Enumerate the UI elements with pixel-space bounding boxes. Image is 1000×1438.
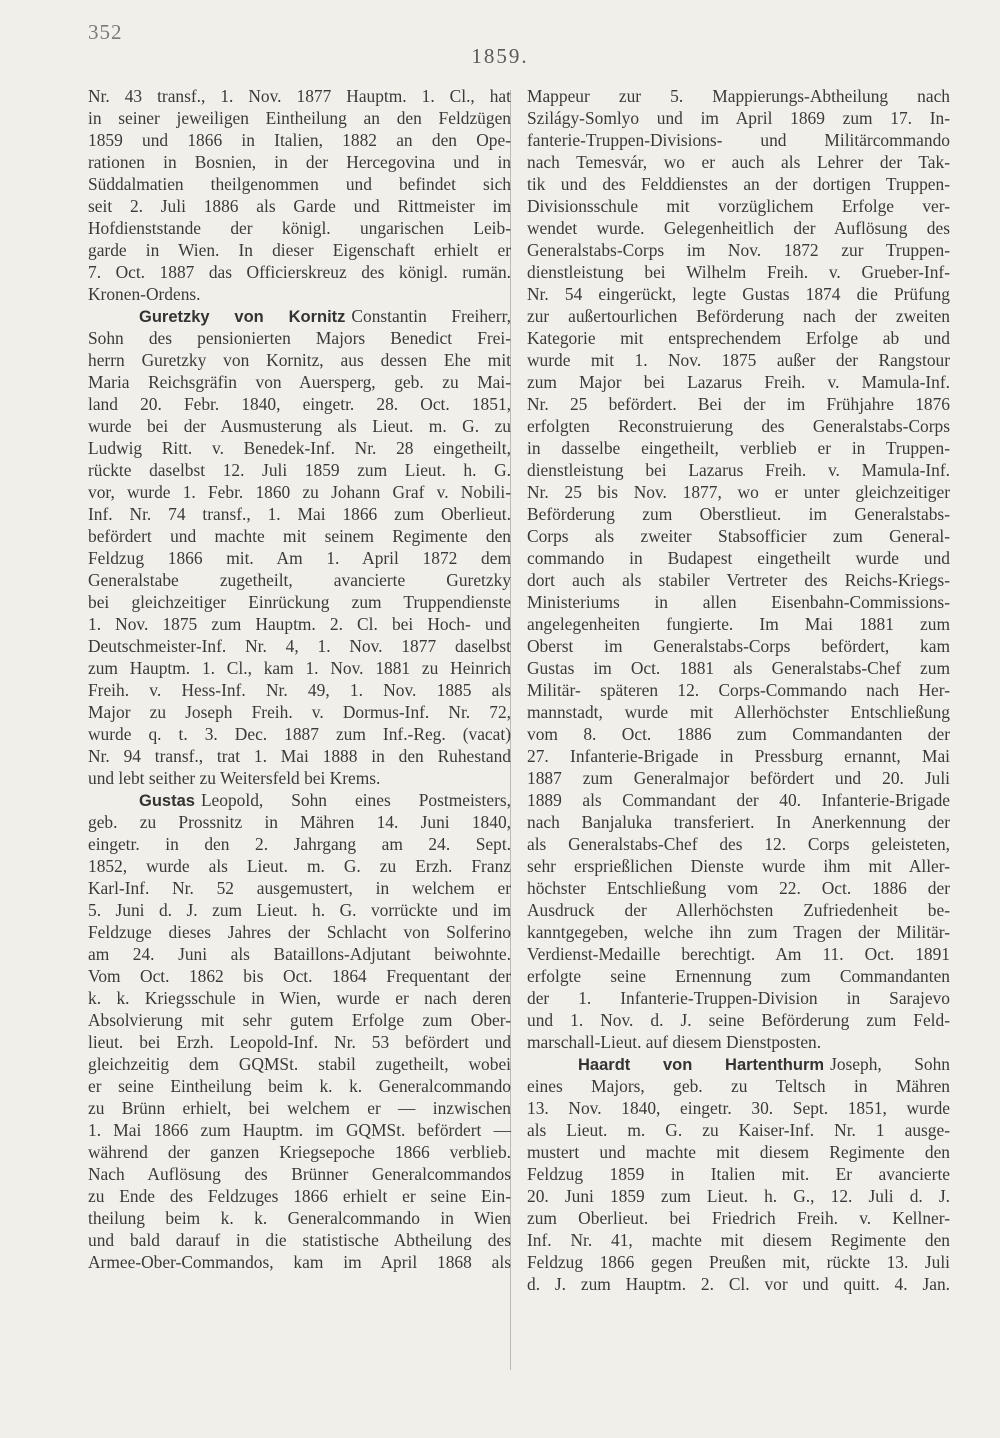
- text-line: [88, 195, 511, 217]
- line-text: Ludwig Ritt. v. Benedek-Inf. Nr. 28 eingetheilt,: [88, 438, 511, 458]
- text-line: [88, 965, 511, 987]
- text-line: [527, 657, 950, 679]
- line-text: eingetr. in den 2. Jahrgang am 24. Sept.: [88, 834, 511, 854]
- text-line: [527, 591, 950, 613]
- text-line: [88, 569, 511, 591]
- line-text: k. k. Kriegsschule in Wien, wurde er nach deren: [88, 988, 511, 1008]
- text-line: [527, 1229, 950, 1251]
- text-line: [527, 525, 950, 547]
- line-text: 7. Oct. 1887 das Officierskreuz des königl. rumän.: [88, 262, 511, 282]
- line-text: Gustas im Oct. 1881 als Generalstabs-Chef zum: [527, 658, 950, 678]
- line-text: Armee-Ober-Commandos, kam im April 1868 als: [88, 1252, 511, 1272]
- line-text: erfolgte seine Ernennung zum Commandanten: [527, 966, 950, 986]
- text-line: [527, 85, 950, 107]
- line-text: zu Ende des Feldzuges 1866 erhielt er seine Ein-: [88, 1186, 511, 1206]
- text-line: [527, 613, 950, 635]
- text-line: [527, 745, 950, 767]
- text-line: [88, 855, 511, 877]
- entry-heading-line: [527, 1053, 950, 1075]
- text-line: [527, 415, 950, 437]
- text-line: [527, 305, 950, 327]
- line-text: Generalstabs-Corps im Nov. 1872 zur Truppen-: [527, 240, 950, 260]
- line-text: Kategorie mit entsprechendem Erfolge ab und: [527, 328, 950, 348]
- line-text: zum Oberlieut. bei Friedrich Freih. v. Kellner-: [527, 1208, 950, 1228]
- line-text: zum Hauptm. 1. Cl., kam 1. Nov. 1881 zu Heinrich: [88, 658, 511, 678]
- text-line: [88, 107, 511, 129]
- text-line: [527, 1273, 950, 1295]
- text-line: [88, 349, 511, 371]
- text-line: [88, 679, 511, 701]
- line-text: kanntgegeben, welche ihn zum Tragen der Militär-: [527, 922, 950, 942]
- line-text: Kronen-Ordens.: [88, 284, 201, 304]
- line-text: Ausdruck der Allerhöchsten Zufriedenheit be-: [527, 900, 950, 920]
- text-line: [88, 723, 511, 745]
- text-line: [527, 129, 950, 151]
- line-text: Inf. Nr. 74 transf., 1. Mai 1866 zum Oberlieut.: [88, 504, 511, 524]
- line-text: Ministeriums in allen Eisenbahn-Commissions-: [527, 592, 950, 612]
- line-text: nach Temesvár, wo er auch als Lehrer der Tak-: [527, 152, 950, 172]
- text-line: [527, 1185, 950, 1207]
- text-line: [527, 987, 950, 1009]
- text-line: [527, 393, 950, 415]
- text-line: [88, 1141, 511, 1163]
- text-line: [88, 437, 511, 459]
- text-line: [88, 1097, 511, 1119]
- text-line: [527, 569, 950, 591]
- text-line: [527, 767, 950, 789]
- line-text: Süddalmatien theilgenommen und befindet sich: [88, 174, 511, 194]
- text-line: [527, 195, 950, 217]
- line-text: marschall-Lieut. auf diesem Dienstposten.: [527, 1032, 822, 1052]
- text-line: [527, 943, 950, 965]
- text-line: [527, 547, 950, 569]
- text-line: [527, 1009, 950, 1031]
- line-text: wurde q. t. 3. Dec. 1887 zum Inf.-Reg. (vacat): [88, 724, 511, 744]
- line-text: commando in Budapest eingetheilt wurde und: [527, 548, 950, 568]
- text-line: [88, 1075, 511, 1097]
- line-text: Beförderung zum Oberstlieut. im Generalstabs-: [527, 504, 950, 524]
- entry-heading-line: [88, 305, 511, 327]
- line-text: Nr. 25 befördert. Bei der im Frühjahre 1876: [527, 394, 950, 414]
- text-line: [88, 547, 511, 569]
- text-line: [88, 1031, 511, 1053]
- line-text: sehr ersprießlichen Dienste wurde ihm mit Aller-: [527, 856, 950, 876]
- line-text: Feldzug 1866 mit. Am 1. April 1872 dem: [88, 548, 511, 568]
- text-line: [88, 921, 511, 943]
- text-line: [527, 899, 950, 921]
- text-line: [527, 1031, 950, 1053]
- line-text: Corps als zweiter Stabsofficier zum General-: [527, 526, 950, 546]
- text-line: [88, 745, 511, 767]
- text-line: [88, 613, 511, 635]
- line-text: fanterie-Truppen-Divisions- und Militärcommando: [527, 130, 950, 150]
- line-text: am 24. Juni als Bataillons-Adjutant beiwohnte.: [88, 944, 511, 964]
- text-line: [527, 635, 950, 657]
- text-line: [527, 327, 950, 349]
- text-line: [88, 173, 511, 195]
- line-text: Absolvierung mit sehr gutem Erfolge zum Ober-: [88, 1010, 511, 1030]
- text-line: [88, 943, 511, 965]
- line-text: 20. Juni 1859 zum Lieut. h. G., 12. Juli d. J.: [527, 1186, 950, 1206]
- line-text: 1. Mai 1866 zum Hauptm. im GQMSt. befördert —: [88, 1120, 511, 1140]
- line-text: Inf. Nr. 41, machte mit diesem Regimente den: [527, 1230, 950, 1250]
- text-line: [88, 129, 511, 151]
- line-text: geb. zu Prossnitz in Mähren 14. Juni 1840,: [88, 812, 511, 832]
- text-line: [527, 1119, 950, 1141]
- line-text: wurde bei der Ausmusterung als Lieut. m. G. zu: [88, 416, 511, 436]
- right-column: [527, 85, 950, 1295]
- line-text: Militär- späteren 12. Corps-Commando nach Her-: [527, 680, 950, 700]
- text-line: [88, 459, 511, 481]
- line-text: in seiner jeweiligen Eintheilung an den Feldzügen: [88, 108, 511, 128]
- text-line: [527, 833, 950, 855]
- text-line: [527, 503, 950, 525]
- text-line: [527, 173, 950, 195]
- line-text: theilung beim k. k. Generalcommando in Wien: [88, 1208, 511, 1228]
- line-text: Szilágy-Somlyo und im April 1869 zum 17. In-: [527, 108, 950, 128]
- line-text: Joseph, Sohn: [830, 1054, 950, 1074]
- line-text: 5. Juni d. J. zum Lieut. h. G. vorrückte und im: [88, 900, 511, 920]
- text-line: [527, 1141, 950, 1163]
- line-text: Karl-Inf. Nr. 52 ausgemustert, in welchem er: [88, 878, 511, 898]
- line-text: Hofdienststande der königl. ungarischen Leib-: [88, 218, 511, 238]
- line-text: dienstleistung bei Lazarus Freih. v. Mamula-Inf.: [527, 460, 950, 480]
- line-text: Feldzug 1866 gegen Preußen mit, rückte 13. Juli: [527, 1252, 950, 1272]
- text-line: [88, 415, 511, 437]
- line-text: Divisionsschule mit vorzüglichem Erfolge ver-: [527, 196, 950, 216]
- text-line: [527, 371, 950, 393]
- line-text: rückte daselbst 12. Juli 1859 zum Lieut. h. G.: [88, 460, 511, 480]
- text-line: [527, 723, 950, 745]
- line-text: zum Major bei Lazarus Freih. v. Mamula-Inf.: [527, 372, 950, 392]
- line-text: nach Banjaluka transferiert. In Anerkennung der: [527, 812, 950, 832]
- line-text: zur außertourlichen Beförderung nach der zweiten: [527, 306, 950, 326]
- line-text: Sohn des pensionierten Majors Benedict Frei-: [88, 328, 511, 348]
- text-line: [88, 1053, 511, 1075]
- text-line: [88, 1119, 511, 1141]
- text-line: [88, 327, 511, 349]
- text-line: [88, 151, 511, 173]
- text-line: [88, 635, 511, 657]
- text-line: [88, 481, 511, 503]
- text-line: [88, 1163, 511, 1185]
- line-text: rationen in Bosnien, in der Hercegovina und in: [88, 152, 511, 172]
- text-line: [527, 349, 950, 371]
- text-line: [527, 151, 950, 173]
- line-text: mustert und machte mit diesem Regimente den: [527, 1142, 950, 1162]
- text-line: [88, 1009, 511, 1031]
- line-text: angelegenheiten fungierte. Im Mai 1881 zum: [527, 614, 950, 634]
- text-line: [527, 1207, 950, 1229]
- line-text: und lebt seither zu Weitersfeld bei Krems.: [88, 768, 381, 788]
- text-line: [527, 1251, 950, 1273]
- line-text: 1852, wurde als Lieut. m. G. zu Erzh. Franz: [88, 856, 511, 876]
- text-line: [527, 789, 950, 811]
- line-text: befördert und machte mit seinem Regimente den: [88, 526, 511, 546]
- text-line: [88, 393, 511, 415]
- line-text: 13. Nov. 1840, eingetr. 30. Sept. 1851, wurde: [527, 1098, 950, 1118]
- line-text: d. J. zum Hauptm. 2. Cl. vor und quitt. 4. Jan.: [527, 1274, 950, 1294]
- line-text: Leopold, Sohn eines Postmeisters,: [200, 790, 511, 810]
- text-line: [88, 525, 511, 547]
- line-text: herrn Guretzky von Kornitz, aus dessen Ehe mit: [88, 350, 511, 370]
- text-line: [88, 701, 511, 723]
- line-text: Feldzug 1859 in Italien mit. Er avancierte: [527, 1164, 950, 1184]
- line-text: tik und des Felddienstes an der dortigen Truppen-: [527, 174, 950, 194]
- line-text: als Generalstabs-Chef des 12. Corps geleisteten,: [527, 834, 950, 854]
- text-line: [527, 877, 950, 899]
- line-text: Mappeur zur 5. Mappierungs-Abtheilung nach: [527, 86, 950, 106]
- line-text: der 1. Infanterie-Truppen-Division in Sarajevo: [527, 988, 950, 1008]
- line-text: er seine Eintheilung beim k. k. Generalcommando: [88, 1076, 511, 1096]
- line-text: Maria Reichsgräfin von Auersperg, geb. zu Mai-: [88, 372, 511, 392]
- line-text: dort auch als stabiler Vertreter des Reichs-Kriegs-: [527, 570, 950, 590]
- line-text: mannstadt, wurde mit Allerhöchster Entschließung: [527, 702, 950, 722]
- text-line: [88, 877, 511, 899]
- text-line: [527, 1097, 950, 1119]
- line-text: vor, wurde 1. Febr. 1860 zu Johann Graf v. Nobili-: [88, 482, 511, 502]
- line-text: als Lieut. m. G. zu Kaiser-Inf. Nr. 1 ausge-: [527, 1120, 950, 1140]
- text-line: [88, 1207, 511, 1229]
- line-text: dienstleistung bei Wilhelm Freih. v. Grueber-Inf-: [527, 262, 950, 282]
- line-text: 27. Infanterie-Brigade in Pressburg ernannt, Mai: [527, 746, 950, 766]
- line-text: erfolgten Reconstruierung des Generalstabs-Corps: [527, 416, 950, 436]
- line-text: und bald darauf in die statistische Abtheilung des: [88, 1230, 511, 1250]
- text-line: [527, 107, 950, 129]
- line-text: Vom Oct. 1862 bis Oct. 1864 Frequentant der: [88, 966, 511, 986]
- person-name: Haardt von Hartenthurm: [578, 1056, 825, 1074]
- line-text: garde in Wien. In dieser Eigenschaft erhielt er: [88, 240, 511, 260]
- text-line: [527, 921, 950, 943]
- line-text: Freih. v. Hess-Inf. Nr. 49, 1. Nov. 1885 als: [88, 680, 511, 700]
- text-line: [527, 701, 950, 723]
- text-line: [88, 657, 511, 679]
- line-text: land 20. Febr. 1840, eingetr. 28. Oct. 1851,: [88, 394, 511, 414]
- text-line: [88, 1229, 511, 1251]
- line-text: Verdienst-Medaille berechtigt. Am 11. Oct. 1891: [527, 944, 950, 964]
- line-text: Constantin Freiherr,: [351, 306, 512, 326]
- text-line: [88, 591, 511, 613]
- text-line: [527, 239, 950, 261]
- line-text: seit 2. Juli 1886 als Garde und Rittmeister im: [88, 196, 511, 216]
- text-line: [88, 503, 511, 525]
- text-line: [527, 679, 950, 701]
- text-line: [527, 437, 950, 459]
- text-line: [88, 987, 511, 1009]
- line-text: lieut. bei Erzh. Leopold-Inf. Nr. 53 befördert und: [88, 1032, 511, 1052]
- line-text: und 1. Nov. d. J. seine Beförderung zum Feld-: [527, 1010, 950, 1030]
- line-text: Generalstabe zugetheilt, avancierte Guretzky: [88, 570, 511, 590]
- page-number: 352: [88, 20, 123, 44]
- line-text: 1887 zum Generalmajor befördert und 20. Juli: [527, 768, 950, 788]
- line-text: während der ganzen Kriegsepoche 1866 verblieb.: [88, 1142, 511, 1162]
- line-text: Nr. 25 bis Nov. 1877, wo er unter gleichzeitiger: [527, 482, 950, 502]
- line-text: wendet wurde. Gelegenheitlich der Auflösung des: [527, 218, 950, 238]
- line-text: vom 8. Oct. 1886 zum Commandanten der: [527, 724, 950, 744]
- text-line: [88, 85, 511, 107]
- line-text: 1859 und 1866 in Italien, 1882 an den Ope-: [88, 130, 511, 150]
- line-text: Nr. 94 transf., trat 1. Mai 1888 in den Ruhestand: [88, 746, 511, 766]
- text-line: [527, 481, 950, 503]
- line-text: eines Majors, geb. zu Teltsch in Mähren: [527, 1076, 950, 1096]
- text-line: [527, 1075, 950, 1097]
- text-line: [527, 283, 950, 305]
- line-text: Nach Auflösung des Brünner Generalcommandos: [88, 1164, 511, 1184]
- person-name: Guretzky von Kornitz: [139, 308, 346, 326]
- text-line: [88, 217, 511, 239]
- text-line: [527, 459, 950, 481]
- line-text: Major zu Joseph Freih. v. Dormus-Inf. Nr. 72,: [88, 702, 511, 722]
- left-column: [88, 85, 511, 1273]
- line-text: zu Brünn erhielt, bei welchem er — inzwischen: [88, 1098, 511, 1118]
- line-text: 1. Nov. 1875 zum Hauptm. 2. Cl. bei Hoch- und: [88, 614, 511, 634]
- text-line: [88, 283, 511, 305]
- text-line: [527, 1163, 950, 1185]
- line-text: gleichzeitig dem GQMSt. stabil zugetheilt, wobei: [88, 1054, 511, 1074]
- line-text: Nr. 54 eingerückt, legte Gustas 1874 die Prüfung: [527, 284, 950, 304]
- year-header: 1859.: [471, 44, 529, 68]
- text-line: [88, 833, 511, 855]
- text-line: [88, 1185, 511, 1207]
- text-line: [88, 1251, 511, 1273]
- line-text: 1889 als Commandant der 40. Infanterie-Brigade: [527, 790, 950, 810]
- line-text: in dasselbe eingetheilt, verblieb er in Truppen-: [527, 438, 950, 458]
- line-text: wurde mit 1. Nov. 1875 außer der Rangstour: [527, 350, 950, 370]
- line-text: bei gleichzeitiger Einrückung zum Truppendienste: [88, 592, 511, 612]
- text-line: [88, 371, 511, 393]
- line-text: höchster Entschließung vom 22. Oct. 1886 der: [527, 878, 950, 898]
- text-line: [527, 965, 950, 987]
- text-line: [88, 767, 511, 789]
- text-line: [88, 899, 511, 921]
- text-line: [88, 239, 511, 261]
- line-text: Oberst im Generalstabs-Corps befördert, kam: [527, 636, 950, 656]
- text-line: [527, 217, 950, 239]
- line-text: Deutschmeister-Inf. Nr. 4, 1. Nov. 1877 daselbst: [88, 636, 511, 656]
- text-line: [527, 811, 950, 833]
- text-line: [88, 261, 511, 283]
- text-line: [527, 261, 950, 283]
- entry-heading-line: [88, 789, 511, 811]
- line-text: Feldzuge dieses Jahres der Schlacht von Solferino: [88, 922, 511, 942]
- person-name: Gustas: [139, 792, 195, 810]
- text-line: [88, 811, 511, 833]
- line-text: Nr. 43 transf., 1. Nov. 1877 Hauptm. 1. Cl., hat: [88, 86, 511, 106]
- text-line: [527, 855, 950, 877]
